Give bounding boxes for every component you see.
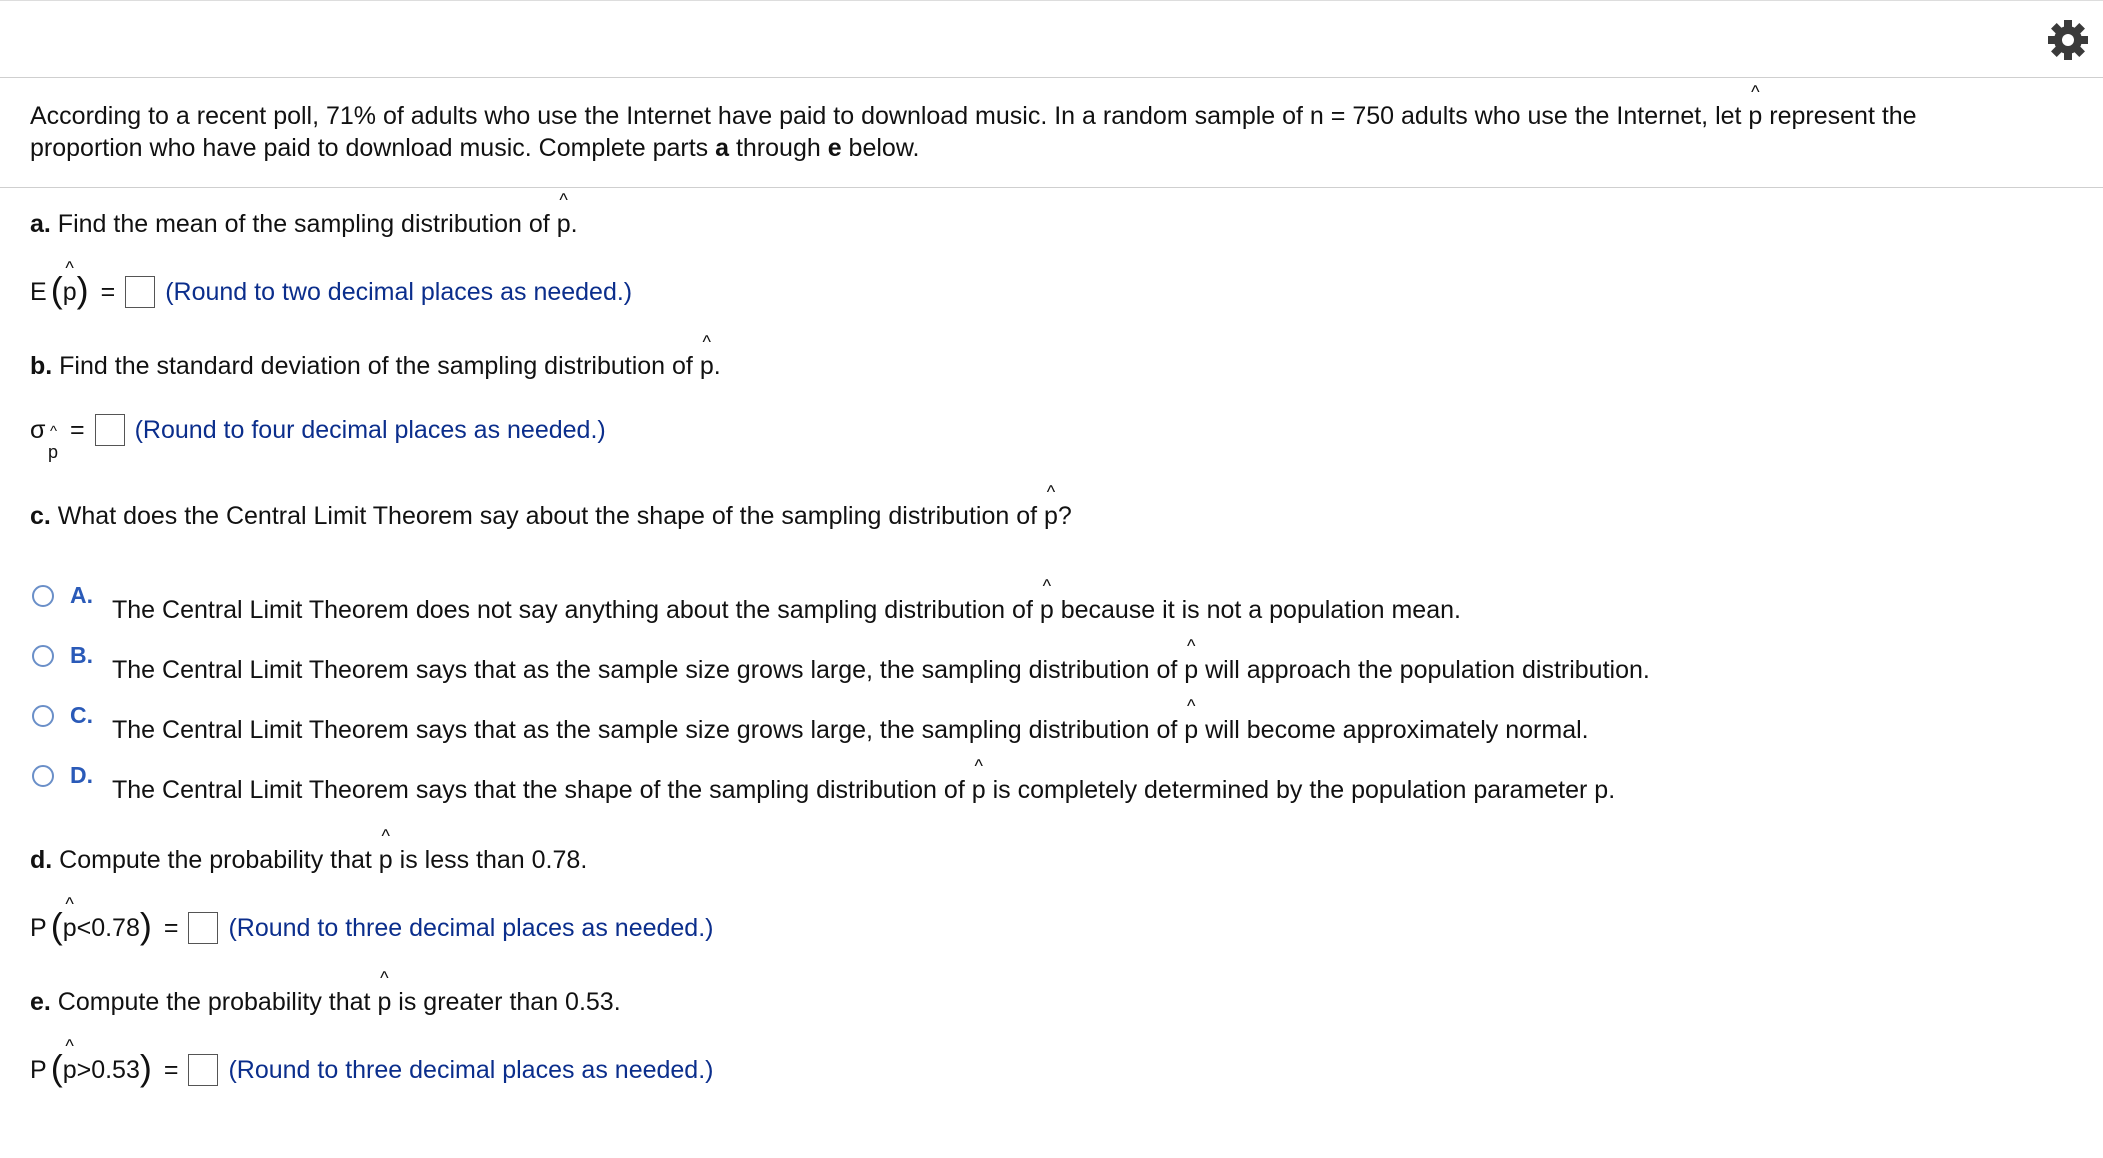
- part-e-question: e. Compute the probability that ^ p is greater than 0.53.: [30, 986, 621, 1018]
- part-c-question: c. What does the Central Limit Theorem say about the shape of the sampling distribution of ^ p?: [30, 500, 1072, 532]
- top-toolbar: [0, 0, 2103, 78]
- problem-statement: According to a recent poll, 71% of adults who use the Internet have paid to download music. In a random sample of n = 750 adults who use the Internet, let ^ p represent the proportion who have paid to download music. Complete parts a through e below.: [30, 100, 2070, 164]
- part-a-question: a. Find the mean of the sampling distribution of ^ p.: [30, 208, 578, 240]
- sigma-p-hat: σ ^ p: [30, 416, 59, 462]
- choice-a[interactable]: A. The Central Limit Theorem does not say anything about the sampling distribution of ^ p because it is not a population mean.: [32, 582, 1461, 622]
- prob-less-answer-input[interactable]: [188, 912, 218, 944]
- radio-button[interactable]: [32, 765, 54, 787]
- part-b-answer-row: σ ^ p = (Round to four decimal places as needed.): [30, 416, 606, 462]
- mean-answer-input[interactable]: [125, 276, 155, 308]
- part-d-hint: (Round to three decimal places as needed.): [228, 914, 714, 942]
- gear-icon[interactable]: [2047, 19, 2089, 61]
- section-divider: [0, 187, 2103, 188]
- part-b-hint: (Round to four decimal places as needed.): [134, 416, 606, 444]
- part-a-answer-row: E ( ^ p ) = (Round to two decimal places as needed.): [30, 276, 632, 308]
- radio-button[interactable]: [32, 705, 54, 727]
- prob-greater-answer-input[interactable]: [188, 1054, 218, 1086]
- std-dev-answer-input[interactable]: [95, 414, 125, 446]
- part-d-answer-row: P ( ^ p <0.78 ) = (Round to three decimal places as needed.): [30, 912, 713, 944]
- choice-d[interactable]: D. The Central Limit Theorem says that the shape of the sampling distribution of ^ p is completely determined by the population parameter p.: [32, 762, 1615, 802]
- choice-c[interactable]: C. The Central Limit Theorem says that as the sample size grows large, the sampling distribution of ^ p will become approximately normal.: [32, 702, 1589, 742]
- part-d-question: d. Compute the probability that ^ p is less than 0.78.: [30, 844, 587, 876]
- radio-button[interactable]: [32, 645, 54, 667]
- part-e-hint: (Round to three decimal places as needed.): [228, 1056, 714, 1084]
- part-b-question: b. Find the standard deviation of the sampling distribution of ^ p.: [30, 350, 721, 382]
- part-e-answer-row: P ( ^ p >0.53 ) = (Round to three decimal places as needed.): [30, 1054, 713, 1086]
- radio-button[interactable]: [32, 585, 54, 607]
- choice-b[interactable]: B. The Central Limit Theorem says that as the sample size grows large, the sampling distribution of ^ p will approach the population distribution.: [32, 642, 1650, 682]
- part-a-hint: (Round to two decimal places as needed.): [165, 278, 633, 306]
- p-hat: ^ p: [1748, 100, 1762, 132]
